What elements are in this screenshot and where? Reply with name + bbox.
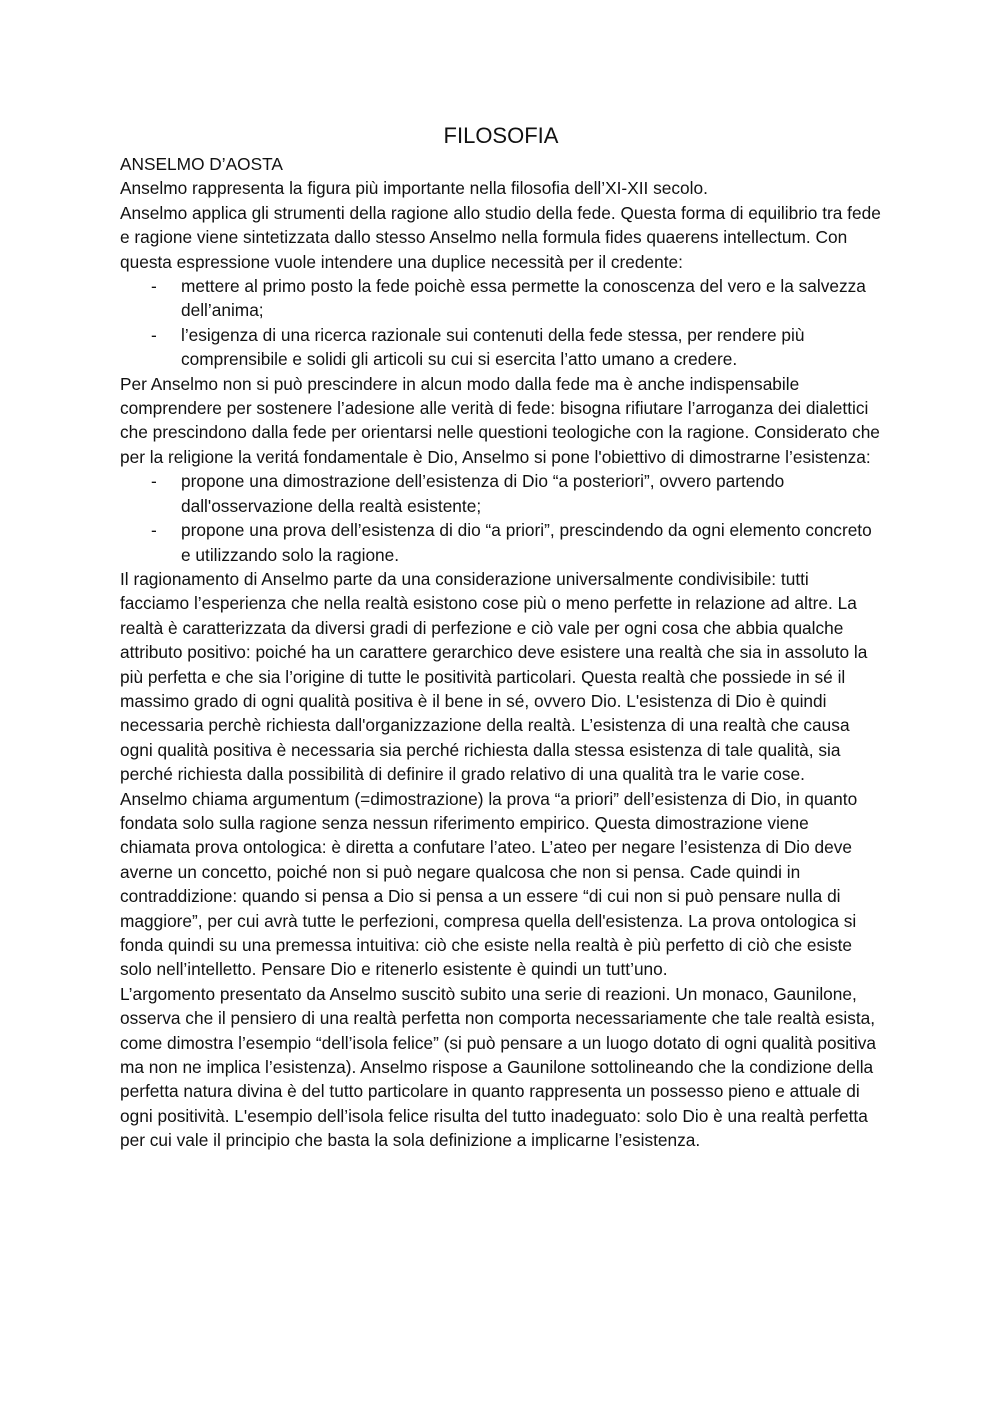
- paragraph-reasoning: Il ragionamento di Anselmo parte da una considerazione universalmente condivisibile: tutti facciamo l’esperienza che nella realtà esistono cose più o meno perfette in relazione ad altre. La realtà è caratterizzata da diversi gradi di perfezione e ciò vale per ogni cosa che abbia qualche attributo positivo: poiché ha un carattere gerarchico deve esistere una realtà che sia in assoluto la più perfetta e che sia l’origine di tutte le positività particolari. Questa realtà che possiede in sé il massimo grado di ogni qualità positiva è il bene in sé, ovvero Dio. L'esistenza di Dio è quindi necessaria perchè richiesta dall'organizzazione della realtà. L’esistenza di una realtà che causa ogni qualità positiva è necessaria sia perché richiesta dalla stessa esistenza di tale qualità, sia perché richiesta dalla possibilità di definire il grado relativo di una qualità tra le varie cose.: [120, 568, 868, 785]
- document-page: [120, 120, 882, 1153]
- paragraph-fides: Anselmo applica gli strumenti della ragione allo studio della fede. Questa forma di equilibrio tra fede e ragione viene sintetizzata dallo stesso Anselmo nella formula fides quaerens intellectum. Con questa espressione vuole intendere una duplice necessità per il credente:: [120, 202, 881, 272]
- dash-bullet: -: [151, 324, 157, 345]
- section-heading: ANSELMO D’AOSTA: [120, 154, 283, 174]
- list-item: [120, 469, 882, 518]
- list-item-text: propone una dimostrazione dell’esistenza di Dio “a posteriori”, ovvero partendo dall'osservazione della realtà esistente;: [181, 471, 785, 516]
- list-item-text: mettere al primo posto la fede poichè essa permette la conoscenza del vero e la salvezza dell’anima;: [181, 276, 866, 321]
- list-item-text: propone una prova dell’esistenza di dio “a priori”, prescindendo da ogni elemento concreto e utilizzando solo la ragione.: [181, 520, 872, 565]
- paragraph-faith-reason: Per Anselmo non si può prescindere in alcun modo dalla fede ma è anche indispensabile comprendere per sostenere l’adesione alle verità di fede: bisogna rifiutare l’arroganza dei dialettici che prescindono dalla fede per orientarsi nelle questioni teologiche con la ragione. Considerato che per la religione la veritá fondamentale è Dio, Anselmo si pone l'obiettivo di dimostrarne l’esistenza:: [120, 373, 880, 467]
- list-item: [120, 274, 882, 323]
- needs-list: [120, 274, 882, 372]
- proofs-list: [120, 469, 882, 567]
- dash-bullet: -: [151, 276, 157, 297]
- document-title: FILOSOFIA: [443, 123, 559, 148]
- list-item: [120, 323, 882, 372]
- list-item: [120, 518, 882, 567]
- list-item-text: l’esigenza di una ricerca razionale sui contenuti della fede stessa, per rendere più comprensibile e solidi gli articoli su cui si esercita l’atto umano a credere.: [181, 324, 805, 370]
- paragraph-ontological-proof: Anselmo chiama argumentum (=dimostrazione) la prova “a priori” dell’esistenza di Dio, in quanto fondata solo sulla ragione senza nessun riferimento empirico. Questa dimostrazione viene chiamata prova ontologica: è diretta a confutare l’ateo. L’ateo per negare l’esistenza di Dio deve averne un concetto, poiché non si può negare qualcosa che non si pensa. Cade quindi in contraddizione: quando si pensa a Dio si pensa a un essere “di cui non si può pensare nulla di maggiore”, per cui avrà tutte le perfezioni, compresa quella dell'esistenza. La prova ontologica si fonda quindi su una premessa intuitiva: ciò che esiste nella realtà è più perfetto di ciò che esiste solo nell’intelletto. Pensare Dio e ritenerlo esistente è quindi un tutt’uno.: [120, 788, 858, 980]
- paragraph-intro: Anselmo rappresenta la figura più importante nella filosofia dell’XI-XII secolo.: [120, 178, 708, 199]
- dash-bullet: -: [151, 520, 157, 541]
- paragraph-gaunilone: L’argomento presentato da Anselmo suscitò subito una serie di reazioni. Un monaco, Gaunilone, osserva che il pensiero di una realtà perfetta non comporta necessariamente che tale realtà esista, come dimostra l’esempio “dell’isola felice” (si può pensare a un luogo dotato di ogni qualità positiva ma non ne implica l’esistenza). Anselmo rispose a Gaunilone sottolineando che la condizione della perfetta natura divina è del tutto particolare in quanto rappresenta un possesso pieno e attuale di ogni positività. L'esempio dell’isola felice risulta del tutto inadeguato: solo Dio è una realtà perfetta per cui vale il principio che basta la sola definizione a implicarne l’esistenza.: [120, 983, 876, 1151]
- dash-bullet: -: [151, 471, 157, 492]
